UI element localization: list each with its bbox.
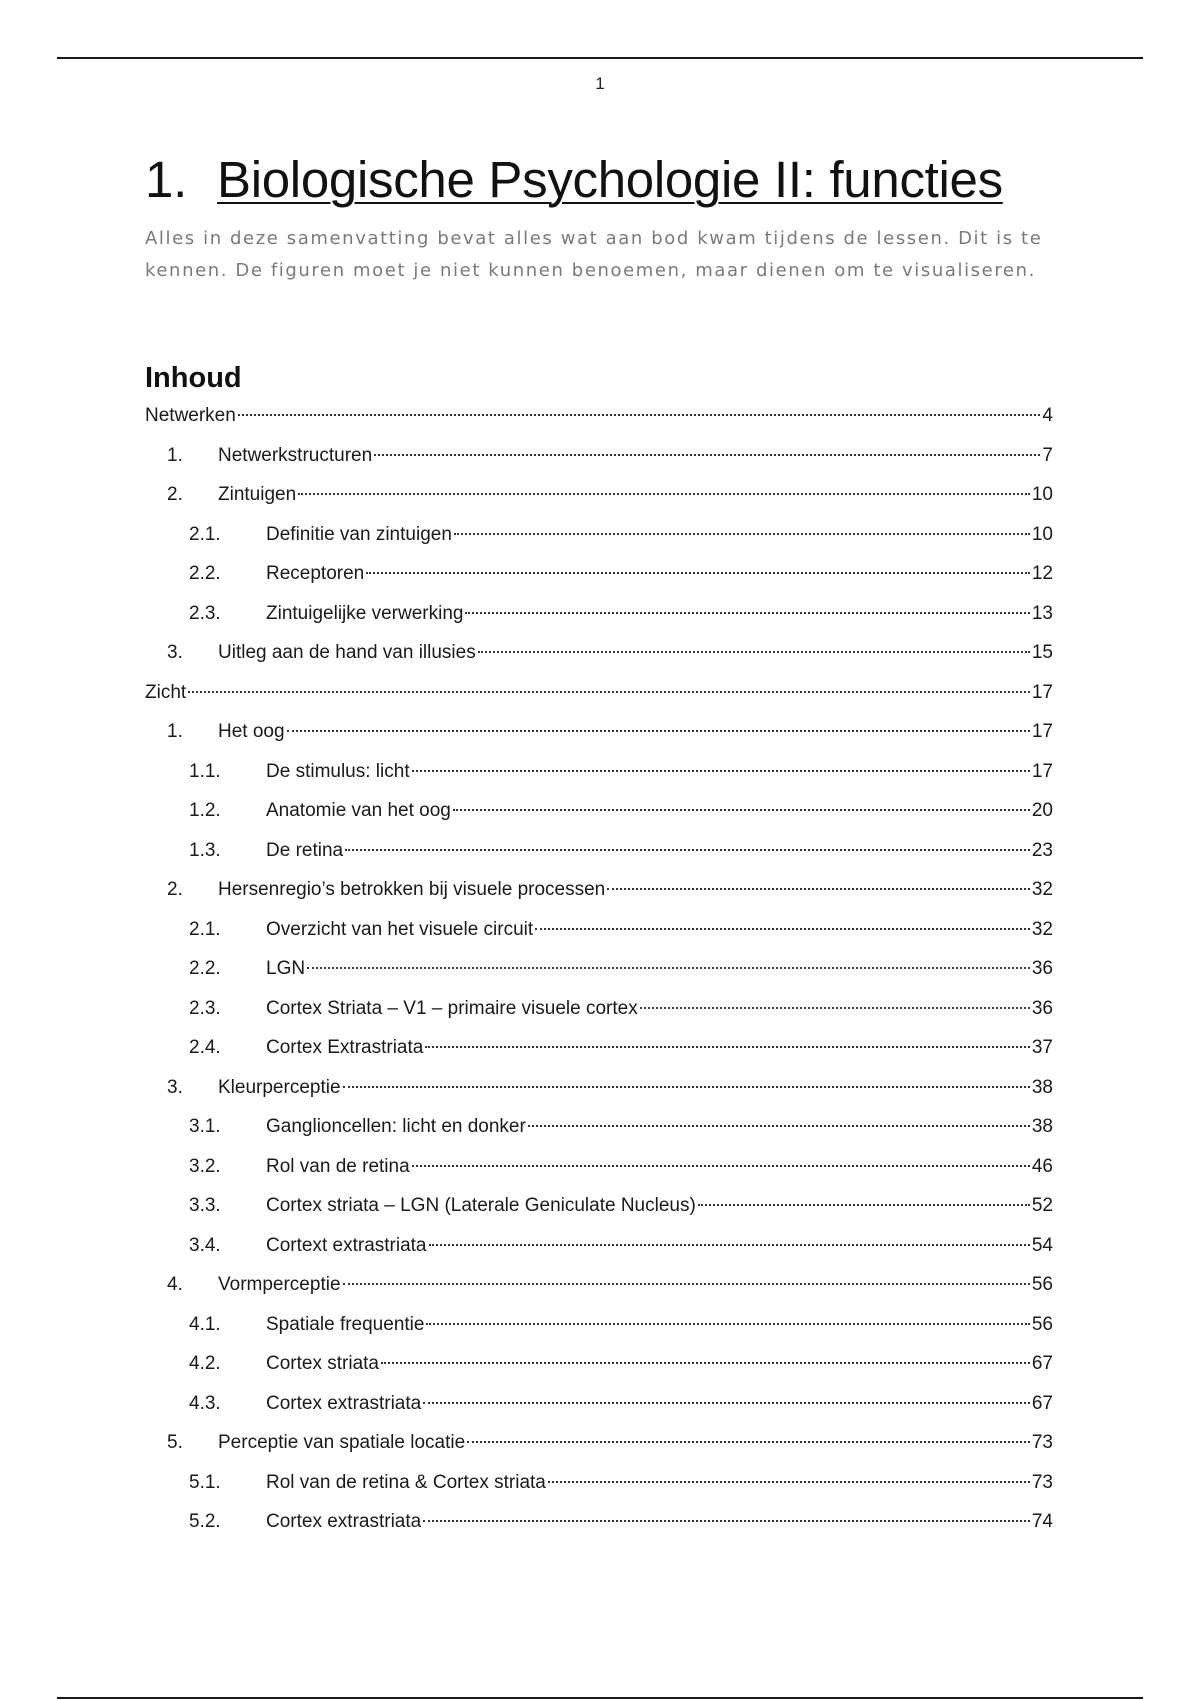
toc-entry-label[interactable]: Perceptie van spatiale locatie bbox=[218, 1432, 466, 1453]
toc-entry[interactable] bbox=[0, 1345, 1200, 1385]
toc-entry[interactable] bbox=[0, 476, 1200, 516]
toc-entry-number: 2.2. bbox=[189, 958, 221, 979]
toc-dot-leader bbox=[528, 1125, 1030, 1127]
toc-entry-page: 46 bbox=[1031, 1155, 1053, 1177]
toc-dot-leader bbox=[238, 414, 1041, 416]
toc-entry-number: 2.1. bbox=[189, 918, 221, 940]
toc-entry-page: 32 bbox=[1031, 918, 1053, 940]
toc-entry-label[interactable]: Cortex extrastriata bbox=[266, 1511, 422, 1532]
toc-entry-page: 38 bbox=[1031, 1076, 1053, 1098]
toc-entry-label[interactable]: Hersenregio’s betrokken bij visuele processen bbox=[218, 879, 606, 900]
toc-entry-page: 73 bbox=[1031, 1432, 1053, 1453]
toc-dot-leader bbox=[423, 1520, 1030, 1522]
toc-entry-label[interactable]: Definitie van zintuigen bbox=[266, 523, 452, 545]
toc-entry-page: 10 bbox=[1031, 523, 1053, 545]
toc-entry-page: 20 bbox=[1031, 800, 1053, 821]
toc-entry-number: 1. bbox=[167, 444, 183, 466]
document-title bbox=[145, 150, 1003, 209]
toc-dot-leader bbox=[374, 454, 1040, 456]
toc-dot-leader bbox=[698, 1204, 1030, 1206]
toc-entry-number: 3.1. bbox=[189, 1116, 221, 1137]
toc-dot-leader bbox=[298, 493, 1030, 495]
toc-entry-number: 2. bbox=[167, 484, 183, 505]
intro-text: Alles in deze samenvatting bevat alles wat aan bod kwam tijdens de lessen. Dit is te kennen. De figuren moet je niet kunnen benoemen, maar dienen om te visualiseren. bbox=[145, 228, 1043, 281]
toc-entry-label[interactable]: Anatomie van het oog bbox=[266, 800, 451, 821]
toc-entry-label[interactable]: Cortex striata bbox=[266, 1353, 379, 1374]
toc-entry-label[interactable]: De retina bbox=[266, 839, 344, 861]
toc-entry-label[interactable]: Kleurperceptie bbox=[218, 1076, 341, 1098]
toc-entry-page: 74 bbox=[1031, 1511, 1053, 1532]
toc-entry-label[interactable]: Rol van de retina & Cortex striata bbox=[266, 1471, 546, 1493]
footer-rule bbox=[57, 1697, 1143, 1699]
toc-entry-label[interactable]: Cortext extrastriata bbox=[266, 1234, 427, 1256]
toc-entry-label[interactable]: Cortex striata – LGN (Laterale Geniculate Nucleus) bbox=[266, 1195, 696, 1216]
toc-entry[interactable] bbox=[0, 792, 1200, 832]
toc-entry-label[interactable]: LGN bbox=[266, 958, 306, 979]
toc-entry-page: 23 bbox=[1031, 839, 1053, 861]
toc-entry-label[interactable]: Cortex extrastriata bbox=[266, 1392, 422, 1414]
toc-entry-page: 15 bbox=[1031, 642, 1053, 663]
toc-entry[interactable] bbox=[0, 753, 1200, 793]
toc-entry-label[interactable]: Zintuigelijke verwerking bbox=[266, 602, 464, 624]
toc-entry-page: 67 bbox=[1031, 1353, 1053, 1374]
toc-entry-label[interactable]: Het oog bbox=[218, 721, 285, 742]
toc-entry[interactable] bbox=[0, 1187, 1200, 1227]
toc-entry-number: 4.1. bbox=[189, 1313, 221, 1335]
toc-dot-leader bbox=[467, 1441, 1030, 1443]
toc-entry[interactable] bbox=[0, 595, 1200, 635]
toc-dot-leader bbox=[425, 1046, 1030, 1048]
toc-dot-leader bbox=[607, 888, 1030, 890]
toc-entry-number: 2.4. bbox=[189, 1037, 221, 1058]
toc-entry[interactable] bbox=[0, 1266, 1200, 1306]
toc-entry-label[interactable]: Cortex Striata – V1 – primaire visuele cortex bbox=[266, 997, 638, 1019]
toc-entry-page: 17 bbox=[1031, 681, 1053, 703]
toc-entry[interactable] bbox=[0, 516, 1200, 556]
toc-entry-number: 5.1. bbox=[189, 1471, 221, 1493]
toc-entry[interactable] bbox=[0, 1227, 1200, 1267]
toc-entry[interactable] bbox=[0, 1148, 1200, 1188]
toc-dot-leader bbox=[465, 612, 1029, 614]
toc-entry-page: 10 bbox=[1031, 484, 1053, 505]
title-number: 1. bbox=[145, 151, 187, 208]
toc-entry-label[interactable]: Netwerkstructuren bbox=[218, 444, 373, 466]
toc-entry[interactable] bbox=[0, 1503, 1200, 1543]
toc-entry[interactable] bbox=[0, 1306, 1200, 1346]
toc-entry-label[interactable]: Ganglioncellen: licht en donker bbox=[266, 1116, 526, 1137]
toc-entry-page: 52 bbox=[1031, 1195, 1053, 1216]
toc-entry[interactable] bbox=[0, 437, 1200, 477]
toc-entry-label[interactable]: Spatiale frequentie bbox=[266, 1313, 425, 1335]
toc-entry-number: 5.2. bbox=[189, 1511, 221, 1532]
toc-entry-page: 36 bbox=[1031, 997, 1053, 1019]
toc-entry-page: 17 bbox=[1031, 721, 1053, 742]
toc-entry[interactable] bbox=[0, 713, 1200, 753]
toc-entry-label[interactable]: Uitleg aan de hand van illusies bbox=[218, 642, 476, 663]
toc-entry[interactable] bbox=[0, 950, 1200, 990]
toc-entry-page: 4 bbox=[1042, 405, 1053, 426]
toc-entry-number: 3.3. bbox=[189, 1195, 221, 1216]
toc-dot-leader bbox=[307, 967, 1030, 969]
toc-entry-page: 32 bbox=[1031, 879, 1053, 900]
toc-dot-leader bbox=[426, 1323, 1029, 1325]
toc-entry-page: 54 bbox=[1031, 1234, 1053, 1256]
toc-entry-label[interactable]: Overzicht van het visuele circuit bbox=[266, 918, 534, 940]
toc-dot-leader bbox=[548, 1481, 1030, 1483]
toc-entry[interactable] bbox=[0, 1424, 1200, 1464]
toc-entry-number: 1. bbox=[167, 721, 183, 742]
toc-dot-leader bbox=[343, 1283, 1030, 1285]
toc-entry[interactable] bbox=[0, 555, 1200, 595]
toc-entry-page: 17 bbox=[1031, 760, 1053, 782]
toc-entry-page: 36 bbox=[1031, 958, 1053, 979]
toc-entry-number: 2.2. bbox=[189, 563, 221, 584]
toc-dot-leader bbox=[412, 770, 1030, 772]
toc-entry-label[interactable]: Zintuigen bbox=[218, 484, 297, 505]
toc-dot-leader bbox=[287, 730, 1030, 732]
toc-dot-leader bbox=[640, 1007, 1030, 1009]
toc-entry[interactable] bbox=[0, 1464, 1200, 1504]
toc-heading: Inhoud bbox=[145, 362, 242, 394]
toc-dot-leader bbox=[381, 1362, 1030, 1364]
toc-dot-leader bbox=[366, 572, 1030, 574]
toc-entry-number: 3.4. bbox=[189, 1234, 221, 1256]
toc-entry-label[interactable]: Zicht bbox=[145, 681, 187, 703]
toc-entry-label[interactable]: Receptoren bbox=[266, 563, 365, 584]
toc-dot-leader bbox=[412, 1165, 1030, 1167]
toc-entry-page: 12 bbox=[1031, 563, 1053, 584]
toc-entry-page: 13 bbox=[1031, 602, 1053, 624]
toc-entry-number: 2. bbox=[167, 879, 183, 900]
toc-entry-label[interactable]: De stimulus: licht bbox=[266, 760, 410, 782]
toc-entry-label[interactable]: Rol van de retina bbox=[266, 1155, 410, 1177]
toc-entry-number: 1.1. bbox=[189, 760, 221, 782]
toc-entry-number: 3. bbox=[167, 1076, 183, 1098]
title-text: Biologische Psychologie II: functies bbox=[217, 151, 1003, 208]
toc-dot-leader bbox=[453, 809, 1030, 811]
toc-dot-leader bbox=[345, 849, 1030, 851]
header-rule bbox=[57, 57, 1143, 59]
toc-dot-leader bbox=[429, 1244, 1030, 1246]
toc-entry-number: 1.3. bbox=[189, 839, 221, 861]
toc-entry[interactable] bbox=[0, 1029, 1200, 1069]
toc-entry[interactable] bbox=[0, 634, 1200, 674]
toc-entry-page: 7 bbox=[1042, 444, 1053, 466]
toc-entry-number: 4. bbox=[167, 1274, 183, 1295]
toc-dot-leader bbox=[454, 533, 1030, 535]
toc-entry-number: 5. bbox=[167, 1432, 183, 1453]
toc-entry[interactable] bbox=[0, 1385, 1200, 1425]
toc-entry[interactable] bbox=[0, 397, 1200, 437]
toc-entry-page: 56 bbox=[1031, 1313, 1053, 1335]
toc-entry-page: 37 bbox=[1031, 1037, 1053, 1058]
toc-entry-number: 4.2. bbox=[189, 1353, 221, 1374]
page-number: 1 bbox=[595, 74, 605, 93]
toc-dot-leader bbox=[343, 1086, 1030, 1088]
toc-entry-number: 2.1. bbox=[189, 523, 221, 545]
toc-entry-label[interactable]: Cortex Extrastriata bbox=[266, 1037, 424, 1058]
toc-entry-page: 38 bbox=[1031, 1116, 1053, 1137]
toc-entry[interactable] bbox=[0, 674, 1200, 714]
toc-entry[interactable] bbox=[0, 832, 1200, 872]
toc-entry-number: 3. bbox=[167, 642, 183, 663]
toc-entry-page: 73 bbox=[1031, 1471, 1053, 1493]
toc-entry[interactable] bbox=[0, 871, 1200, 911]
toc-dot-leader bbox=[188, 691, 1030, 693]
toc-entry-number: 2.3. bbox=[189, 997, 221, 1019]
toc-entry-page: 56 bbox=[1031, 1274, 1053, 1295]
toc-dot-leader bbox=[535, 928, 1030, 930]
toc-dot-leader bbox=[423, 1402, 1030, 1404]
toc-entry-label[interactable]: Netwerken bbox=[145, 405, 236, 426]
table-of-contents bbox=[0, 397, 1200, 1543]
toc-entry[interactable] bbox=[0, 1069, 1200, 1109]
toc-entry[interactable] bbox=[0, 990, 1200, 1030]
toc-entry-number: 3.2. bbox=[189, 1155, 221, 1177]
toc-entry-page: 67 bbox=[1031, 1392, 1053, 1414]
toc-entry-label[interactable]: Vormperceptie bbox=[218, 1274, 341, 1295]
toc-entry-number: 1.2. bbox=[189, 800, 221, 821]
toc-entry-number: 4.3. bbox=[189, 1392, 221, 1414]
toc-entry[interactable] bbox=[0, 1108, 1200, 1148]
toc-entry[interactable] bbox=[0, 911, 1200, 951]
toc-entry-number: 2.3. bbox=[189, 602, 221, 624]
toc-dot-leader bbox=[478, 651, 1030, 653]
